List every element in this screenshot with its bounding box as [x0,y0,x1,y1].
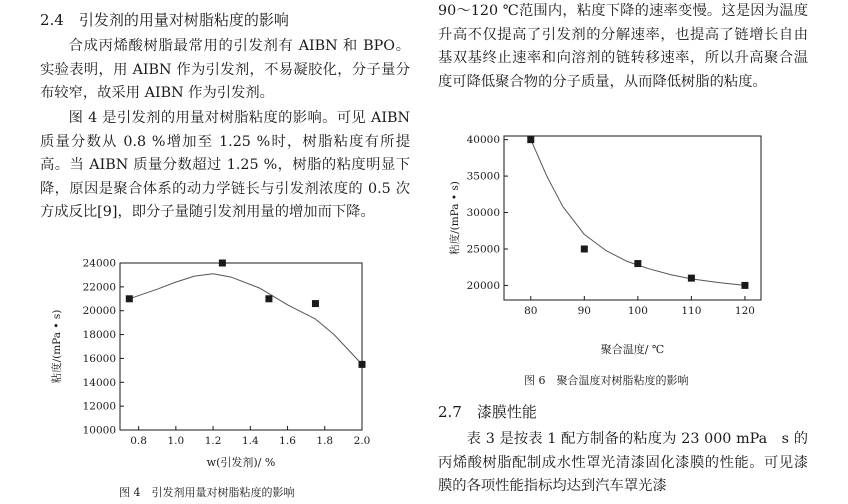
fig4-data-point [359,361,366,368]
paragraph-film-performance: 表 3 是按表 1 配方制备的粘度为 23 000 mPa s 的丙烯酸树脂配制成水性罩光清漆固化漆膜的性能。可见漆膜的各项性能指标均达到汽车罩光漆 [438,431,808,494]
fig4-x-tick-label: 1.6 [279,435,296,447]
fig6-y-tick-label: 40000 [466,134,500,147]
paragraph-temperature-effect: 90～120 ℃范围内，粘度下降的速率变慢。这是因为温度升高不仅提高了引发剂的分解速率，也提高了链增长自由基双基终止速率和向溶剂的链转移速率，所以升高聚合温度可降低聚合物的分子质量，从而降低树脂的粘度。 [438,3,808,90]
fig6-plot-frame [504,136,761,300]
fig4-x-tick-label: 1.8 [316,435,334,447]
fig4-data-point [312,300,319,307]
fig6-data-point [741,282,748,289]
fig6-y-tick-label: 25000 [466,243,500,256]
fig6-x-tick-label: 90 [577,305,591,317]
fig4-x-tick-label: 2.0 [353,435,371,447]
fig6-x-axis-label: 聚合温度/ ℃ [600,343,665,356]
fig6-y-tick-label: 35000 [466,170,500,183]
fig4-y-axis-label: 粘度/(mPa • s) [51,309,63,384]
fig6-x-tick-label: 80 [524,305,538,317]
fig4-x-tick-label: 0.8 [130,435,147,447]
fig4-y-tick-label: 18000 [82,329,116,342]
figure-4-caption: 图 4 引发剂用量对树脂粘度的影响 [119,486,295,499]
fig6-y-tick-label: 30000 [466,207,500,220]
fig6-x-tick-label: 120 [734,305,755,317]
figure-4-chart [40,252,412,470]
fig6-x-tick-label: 110 [681,305,702,317]
fig4-x-tick-label: 1.4 [241,435,259,447]
fig6-y-tick-label: 20000 [466,279,500,292]
fig4-x-axis-label: w(引发剂)/ % [206,456,276,469]
fig4-y-tick-label: 10000 [82,424,116,437]
fig6-data-point [688,275,695,282]
fig6-data-point [581,245,588,252]
figure-6-chart [438,128,808,366]
paragraph-initiator-effect: 图 4 是引发剂的用量对树脂粘度的影响。可见 AIBN 质量分数从 0.8 %增加至 1.25 %时，树脂粘度有所提高。当 AIBN 质量分数超过 1.25 %，树脂的粘度明显下降，原因是聚合体系的动力学链长与引发剂浓度的 0.5 次方成反比[9]，即分子量随引发剂用量的增加而下降。 [40,110,410,220]
fig4-data-point [219,260,226,267]
fig4-y-tick-label: 20000 [82,305,116,318]
fig4-x-tick-label: 1.0 [167,435,185,447]
fig6-data-point [634,260,641,267]
fig4-y-tick-label: 22000 [82,281,116,294]
section-heading-2-4: 2.4 引发剂的用量对树脂粘度的影响 [40,11,289,29]
fig4-y-tick-label: 12000 [82,400,116,413]
fig4-data-point [265,295,272,302]
fig4-y-tick-label: 16000 [82,352,116,365]
fig4-y-tick-label: 14000 [82,376,116,389]
figure-6-caption: 图 6 聚合温度对树脂粘度的影响 [524,374,689,387]
fig6-y-axis-label: 粘度/(mPa • s) [449,181,461,255]
paragraph-initiator-choice: 合成丙烯酸树脂最常用的引发剂有 AIBN 和 BPO。实验表明，用 AIBN 作为引发剂，不易凝胶化，分子量分布较窄，故采用 AIBN 作为引发剂。 [40,38,410,101]
fig4-x-tick-label: 1.2 [204,435,222,447]
fig6-x-tick-label: 100 [627,305,648,317]
fig4-plot-frame [120,263,362,430]
fig6-data-point [527,136,534,143]
fig4-data-point [126,295,133,302]
fig4-fit-curve [129,274,362,365]
section-heading-2-7: 2.7 漆膜性能 [438,403,537,421]
fig4-y-tick-label: 24000 [82,257,116,270]
